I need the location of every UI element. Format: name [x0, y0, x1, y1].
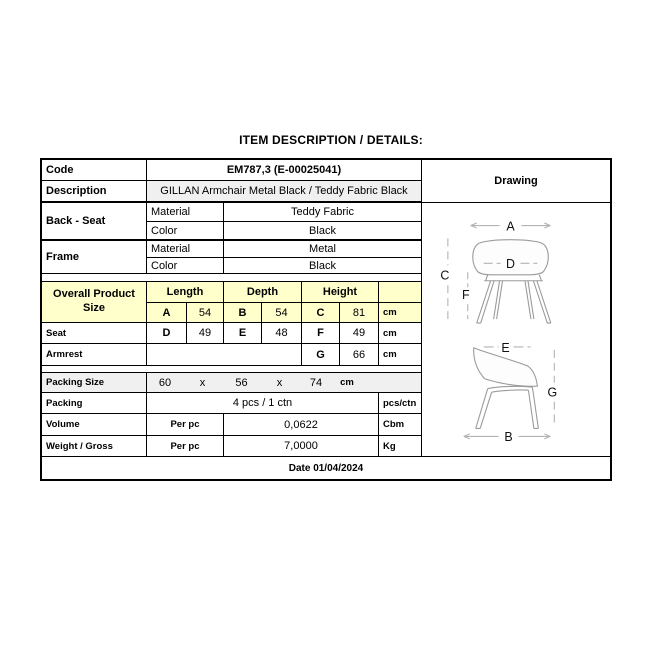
height-header: Height [302, 282, 379, 303]
armrest-label: Armrest [42, 344, 147, 366]
section-separator [42, 274, 421, 282]
length-header: Length [147, 282, 224, 303]
dim-label-b: B [504, 429, 513, 444]
side-seat-base [488, 386, 533, 392]
volume-unit: Cbm [379, 414, 421, 436]
seat-depth-key: E [224, 323, 262, 344]
frame-material-value: Metal [224, 241, 421, 258]
weight-value: 7,0000 [224, 436, 379, 457]
packing-label: Packing [42, 393, 147, 414]
back-seat-material-label: Material [147, 203, 224, 222]
seat-unit: cm [379, 323, 421, 344]
packing-size-v2: 56 [235, 376, 248, 389]
packing-size-v3: 74 [309, 376, 323, 389]
overall-size-label [42, 282, 147, 323]
dim-label-a: A [506, 219, 515, 234]
packing-size-value [147, 373, 421, 393]
chair-front-view-drawing [440, 220, 550, 324]
armrest-blank [147, 344, 302, 366]
size-header-unit-blank [379, 282, 421, 303]
seat-depth-value: 48 [262, 323, 302, 344]
packing-size-v1: 60 [158, 376, 172, 389]
overall-length-value: 54 [187, 303, 224, 323]
packing-size-x1: x [199, 376, 206, 389]
weight-per: Per pc [147, 436, 224, 457]
overall-size-label-line1: Overall Product [53, 288, 135, 301]
item-details-table [40, 158, 612, 481]
depth-header: Depth [224, 282, 302, 303]
back-seat-color-label: Color [147, 222, 224, 241]
frame-label: Frame [42, 241, 147, 274]
dim-label-f: F [461, 288, 470, 303]
front-leg-right-inner [525, 281, 534, 319]
armrest-height-value: 66 [340, 344, 379, 366]
code-value: EM787,3 (E-00025041) [147, 160, 421, 181]
drawing-panel [421, 203, 610, 457]
seat-label: Seat [42, 323, 147, 344]
packing-size-label: Packing Size [42, 373, 147, 393]
overall-size-label-line2: Size [82, 302, 105, 314]
volume-label: Volume [42, 414, 147, 436]
packing-value: 4 pcs / 1 ctn [147, 393, 379, 414]
weight-label: Weight / Gross [42, 436, 147, 457]
date-footer: Date 01/04/2024 [288, 462, 364, 474]
packing-size-unit: cm [340, 377, 354, 388]
frame-material-label: Material [147, 241, 224, 258]
back-seat-material-value: Teddy Fabric [224, 203, 421, 222]
volume-per: Per pc [147, 414, 224, 436]
description-label: Description [42, 181, 147, 203]
armrest-height-key: G [302, 344, 340, 366]
volume-value: 0,0622 [224, 414, 379, 436]
dim-label-e: E [501, 340, 510, 355]
page-title: ITEM DESCRIPTION / DETAILS: [239, 133, 423, 147]
seat-length-key: D [147, 323, 187, 344]
overall-depth-key: B [224, 303, 262, 323]
front-leg-left-inner [494, 281, 503, 319]
front-leg-right-outer [533, 281, 550, 323]
weight-unit: Kg [379, 436, 421, 457]
chair-drawings [422, 203, 610, 456]
drawing-header: Drawing [421, 160, 610, 203]
code-label: Code [42, 160, 147, 181]
overall-unit: cm [379, 303, 421, 323]
packing-unit: pcs/ctn [379, 393, 421, 414]
seat-height-key: F [302, 323, 340, 344]
overall-height-key: C [302, 303, 340, 323]
dim-label-d: D [506, 256, 516, 271]
packing-size-x2: x [276, 376, 283, 389]
frame-color-value: Black [224, 258, 421, 274]
overall-height-value: 81 [340, 303, 379, 323]
overall-length-key: A [147, 303, 187, 323]
chair-side-view-drawing [464, 341, 557, 444]
back-seat-color-value: Black [224, 222, 421, 241]
description-value: GILLAN Armchair Metal Black / Teddy Fabric Black [147, 181, 421, 203]
overall-depth-value: 54 [262, 303, 302, 323]
side-leg-front [528, 387, 538, 428]
dim-label-g: G [547, 385, 558, 400]
seat-height-value: 49 [340, 323, 379, 344]
seat-length-value: 49 [187, 323, 224, 344]
side-leg-back [476, 389, 492, 429]
front-leg-left-outer [477, 281, 494, 323]
armrest-unit: cm [379, 344, 421, 366]
front-seat-base [484, 275, 543, 281]
dim-label-c: C [440, 268, 450, 283]
frame-color-label: Color [147, 258, 224, 274]
back-seat-label: Back - Seat [42, 203, 147, 241]
section-separator [42, 366, 421, 373]
